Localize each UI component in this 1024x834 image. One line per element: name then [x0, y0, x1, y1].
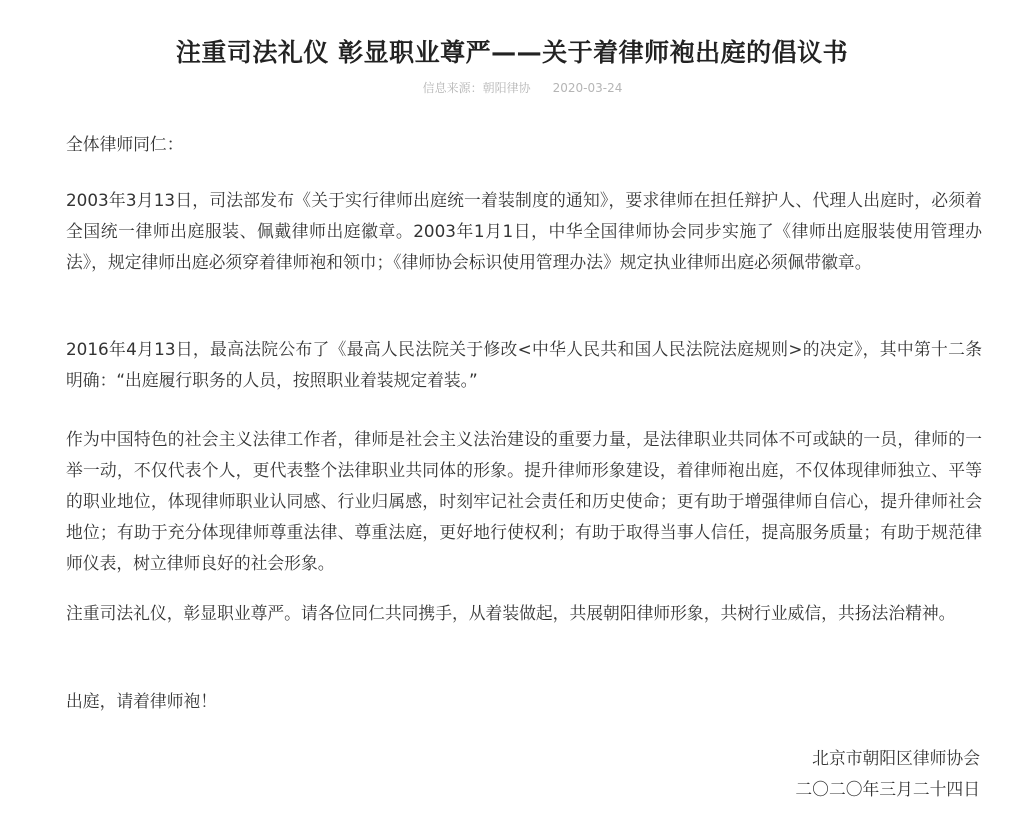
article-title: 注重司法礼仪 彰显职业尊严——关于着律师袍出庭的倡议书 — [175, 38, 849, 67]
paragraph-call-to-action: 注重司法礼仪，彰显职业尊严。请各位同仁共同携手，从着装做起，共展朝阳律师形象，共树行业威信，共扬法治精神。 — [66, 603, 956, 623]
article-date: 2020-03-24 — [552, 81, 623, 95]
paragraph-regulations-2003: 2003年3月13日，司法部发布《关于实行律师出庭统一着装制度的通知》，要求律师在担任辩护人、代理人出庭时，必须着全国统一律师出庭服装、佩戴律师出庭徽章。2003年1月1日，中华全国律师协会同步实施了《律师出庭服装使用管理办法》，规定律师出庭必须穿着律师袍和领巾；《律师协会标识使用管理办法》规定执业律师出庭必须佩带徽章。 — [66, 190, 982, 272]
paragraph-lawyer-role: 作为中国特色的社会主义法律工作者，律师是社会主义法治建设的重要力量，是法律职业共同体不可或缺的一员，律师的一举一动，不仅代表个人，更代表整个法律职业共同体的形象。提升律师形象建设，着律师袍出庭，不仅体现律师独立、平等的职业地位，体现律师职业认同感、行业归属感，时刻牢记社会责任和历史使命；更有助于增强律师自信心，提升律师社会地位；有助于充分体现律师尊重法律、尊重法庭，更好地行使权利；有助于取得当事人信任，提高服务质量；有助于规范律师仪表，树立律师良好的社会形象。 — [66, 429, 982, 573]
salutation: 全体律师同仁： — [66, 134, 184, 154]
article-meta — [0, 79, 1024, 96]
signature-organization: 北京市朝阳区律师协会 — [812, 748, 980, 768]
article-source: 信息来源：朝阳律协 — [422, 81, 531, 95]
signature-date: 二〇二〇年三月二十四日 — [795, 779, 980, 799]
paragraph-court-rules-2016: 2016年4月13日，最高法院公布了《最高人民法院关于修改<中华人民共和国人民法院法庭规则>的决定》，其中第十二条明确：“出庭履行职务的人员，按照职业着装规定着装。” — [66, 339, 982, 390]
paragraph-closing-slogan: 出庭，请着律师袍！ — [66, 691, 218, 711]
